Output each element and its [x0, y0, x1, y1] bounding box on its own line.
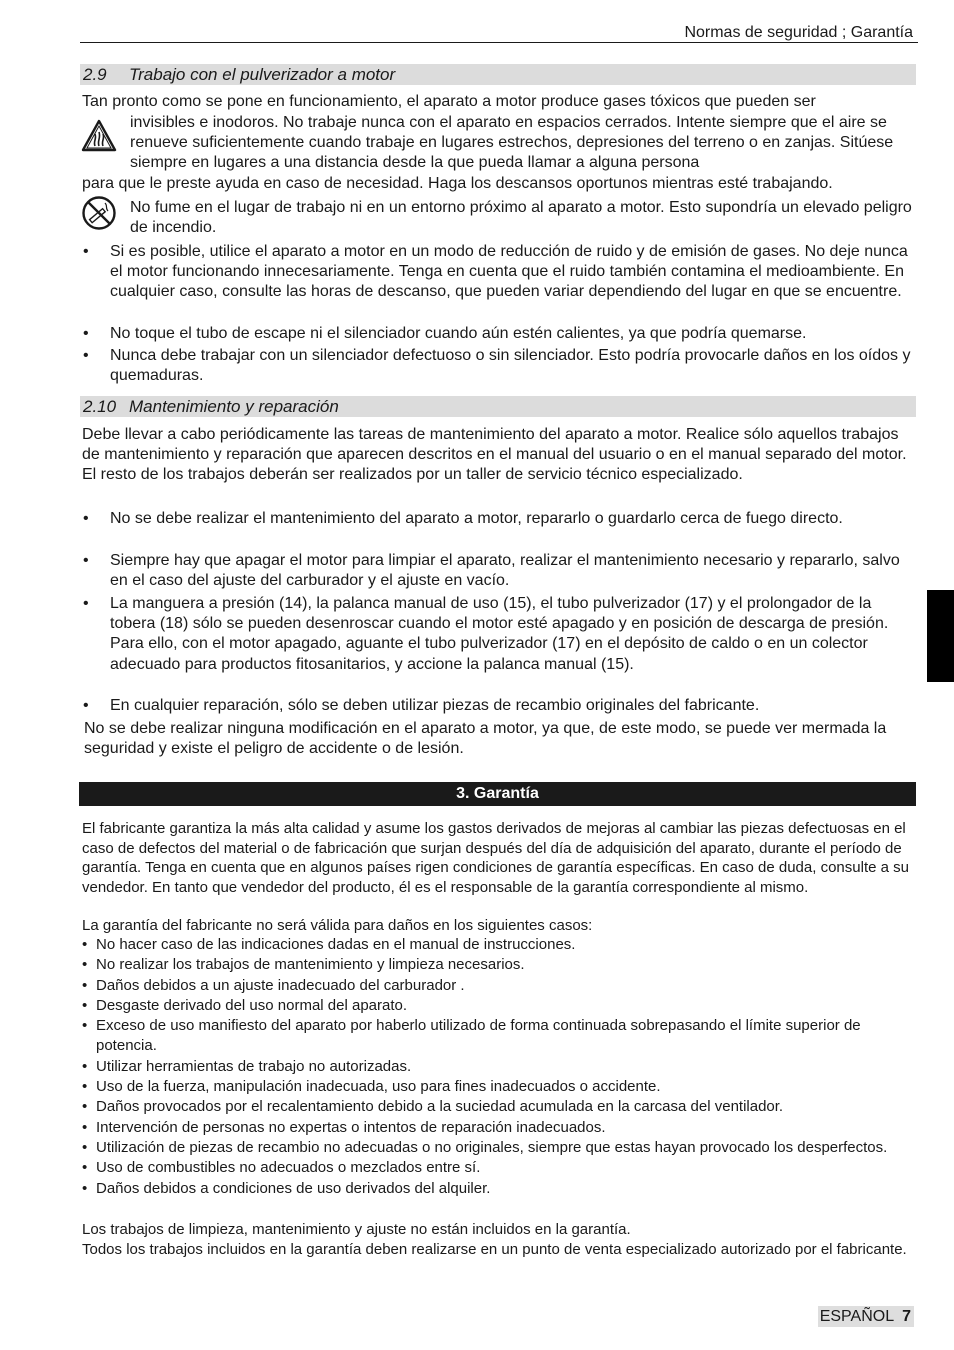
toxic-gas-warning-icon	[81, 119, 117, 153]
list-item: • No realizar los trabajos de mantenimiento y limpieza necesarios.	[82, 955, 918, 975]
page-header-title: Normas de seguridad ; Garantía	[684, 24, 913, 41]
bullet-text: Siempre hay que apagar el motor para limpiar el aparato, realizar el mantenimiento necesario y repararlo, salvo en el caso del ajuste del carburador y el ajuste en vacío.	[110, 552, 900, 590]
bullet-item	[83, 242, 920, 303]
warranty-lead: La garantía del fabricante no será válida para daños en los siguientes casos:	[82, 917, 593, 934]
maintenance-closing: No se debe realizar ninguna modificación en el aparato a motor, ya que, de este modo, se puede ver mermada la seguridad y existe el peligro de accidente o de lesión.	[84, 720, 887, 758]
bullet-dot: •	[83, 347, 89, 364]
bullet-item	[83, 594, 920, 675]
bullet-text: En cualquier reparación, sólo se deben utilizar piezas de recambio originales del fabricante.	[110, 697, 760, 714]
bullet-text: No toque el tubo de escape ni el silenciador cuando aún estén calientes, ya que podría quemarse.	[110, 325, 807, 342]
section-title: Trabajo con el pulverizador a motor	[129, 65, 396, 84]
list-item: • Utilización de piezas de recambio no adecuadas o no originales, siempre que estas hayan provocado los desperfectos.	[82, 1138, 918, 1158]
bullet-dot: •	[83, 552, 89, 569]
bullet-dot: •	[83, 510, 89, 527]
list-item: • Utilizar herramientas de trabajo no autorizadas.	[82, 1057, 918, 1077]
maintenance-intro: Debe llevar a cabo periódicamente las tareas de mantenimiento del aparato a motor. Realice sólo aquellos trabajos de mantenimiento y reparación que aparecen descritos en el manual del usuario o en el manual separado del motor. El resto de los trabajos deberán ser realizados por un taller de servicio técnico especializado.	[82, 426, 907, 484]
bullet-item	[83, 509, 920, 529]
section-title: Mantenimiento y reparación	[129, 397, 339, 416]
toxic-gas-paragraph-indented: invisibles e inodoros. No trabaje nunca con el aparato en espacios cerrados. Intente siempre que el aire se renueve suficientemente cuando trabaje en lugares estrechos, depresiones del terreno o en zanjas. Sitúese siempre en lugares a una distancia desde la que pueda llamar a alguna persona	[130, 114, 894, 172]
warranty-intro: El fabricante garantiza la más alta calidad y asume los gastos derivados de mejoras al cambiar las piezas defectuosas en el caso de defectos del material o de fabricación que surjan después del día de adquisición del aparato, durante el período de garantía. Tenga en cuenta que en algunos países rigen condiciones de garantía específicas. En caso de duda, consulte a su vendedor. En tanto que vendedor del producto, él es el responsable de la garantía correspondiente al mismo.	[82, 820, 909, 896]
warranty-closing-1: Los trabajos de limpieza, mantenimiento y ajuste no están incluidos en la garantía.	[82, 1221, 631, 1238]
bullet-text: Nunca debe trabajar con un silenciador defectuoso o sin silenciador. Esto podría provocarle daños en los oídos y quemaduras.	[110, 347, 911, 385]
bullet-dot: •	[83, 325, 89, 342]
bullet-item	[83, 696, 920, 716]
no-smoking-icon	[81, 195, 117, 231]
section-number: 2.10	[83, 397, 117, 416]
list-item: • Daños provocados por el recalentamiento debido a la suciedad acumulada en la carcasa del ventilador.	[82, 1097, 918, 1117]
toxic-gas-paragraph-start: Tan pronto como se pone en funcionamiento, el aparato a motor produce gases tóxicos que pueden ser	[82, 93, 816, 110]
list-item: • Uso de la fuerza, manipulación inadecuada, uso para fines inadecuados o accidente.	[82, 1077, 918, 1097]
bullet-text: La manguera a presión (14), la palanca manual de uso (15), el tubo pulverizador (17) y el prolongador de la tobera (18) sólo se pueden desenroscar cuando el motor esté apagado y en posición de descarga de presión. Para ello, con el motor apagado, aguante el tubo pulverizador (17) en el depósito de caldo o en un colector adecuado para productos fitosanitarios, y accione la palanca manual (15).	[110, 595, 889, 673]
page-footer	[818, 1306, 914, 1327]
warranty-exclusions-list	[82, 935, 918, 1199]
warranty-closing-2: Todos los trabajos incluidos en la garantía deben realizarse en un punto de venta especializado autorizado por el fabricante.	[82, 1241, 907, 1258]
toxic-gas-paragraph-end: para que le preste ayuda en caso de necesidad. Haga los descansos oportunos mientras esté trabajando.	[82, 175, 833, 192]
footer-language: ESPAÑOL	[819, 1308, 895, 1325]
bullet-text: No se debe realizar el mantenimiento del aparato a motor, repararlo o guardarlo cerca de fuego directo.	[110, 510, 843, 527]
bullet-dot: •	[83, 243, 89, 260]
header-rule	[80, 42, 918, 43]
section-2-9-heading	[80, 64, 916, 85]
bullet-dot: •	[83, 595, 89, 612]
section-3-heading: 3. Garantía	[79, 782, 916, 806]
bullet-dot: •	[83, 697, 89, 714]
page-number: 7	[902, 1308, 911, 1325]
list-item: • Daños debidos a condiciones de uso derivados del alquiler.	[82, 1179, 918, 1199]
list-item: • Daños debidos a un ajuste inadecuado del carburador .	[82, 976, 918, 996]
list-item: • Uso de combustibles no adecuados o mezclados entre sí.	[82, 1158, 918, 1178]
bullet-text: Si es posible, utilice el aparato a motor en un modo de reducción de ruido y de emisión de gases. No deje nunca el motor funcionando innecesariamente. Tenga en cuenta que el ruido también contamina el medioambiente. En cualquier caso, consulte las horas de descanso, que pueden variar dependiendo del lugar en que se encuentre.	[110, 243, 908, 301]
list-item: • Exceso de uso manifiesto del aparato por haberlo utilizado de forma continuada sobrepasando el límite superior de potencia.	[82, 1016, 918, 1057]
no-smoking-text: No fume en el lugar de trabajo ni en un entorno próximo al aparato a motor. Esto supondría un elevado peligro de incendio.	[130, 199, 912, 237]
list-item: • No hacer caso de las indicaciones dadas en el manual de instrucciones.	[82, 935, 918, 955]
section-2-10-heading	[80, 396, 916, 417]
bullet-item	[83, 346, 920, 386]
language-tab-marker	[927, 590, 954, 682]
section-number: 2.9	[83, 65, 107, 84]
bullet-item	[83, 324, 920, 344]
list-item: • Intervención de personas no expertas o intentos de reparación inadecuados.	[82, 1118, 918, 1138]
bullet-item	[83, 551, 920, 591]
list-item: • Desgaste derivado del uso normal del aparato.	[82, 996, 918, 1016]
